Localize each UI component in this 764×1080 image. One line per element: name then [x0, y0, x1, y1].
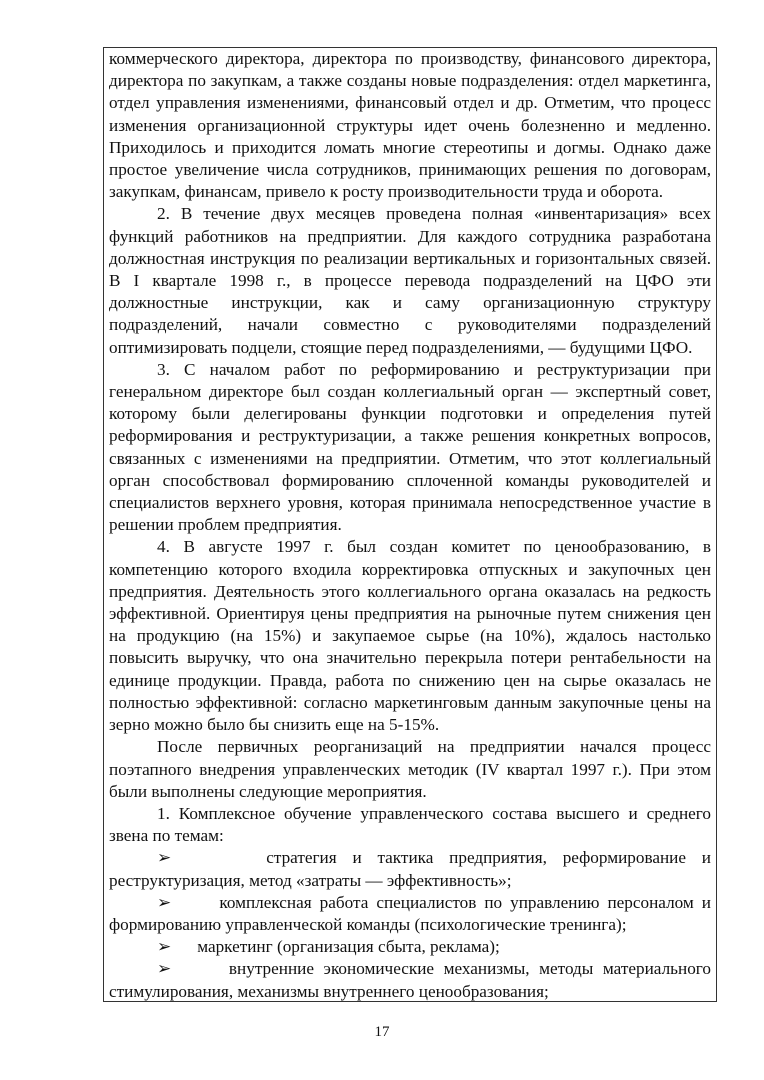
page-number: 17 [374, 1024, 390, 1040]
text-frame [103, 47, 717, 1002]
bullet-text: стратегия и тактика предприятия, реформирование и реструктуризация, метод «затраты — эффективность»; [109, 848, 712, 890]
bullet-item [109, 958, 711, 1002]
bullet-text: маркетинг (организация сбыта, реклама); [197, 937, 500, 957]
paragraph-training: 1. Комплексное обучение управленческого состава высшего и среднего звена по темам: [109, 803, 711, 846]
arrow-bullet-icon: ➢ [157, 848, 172, 868]
bullet-item [109, 936, 711, 958]
arrow-bullet-icon: ➢ [157, 959, 172, 979]
arrow-bullet-icon: ➢ [157, 892, 172, 912]
bullet-text: внутренние экономические механизмы, методы материального стимулирования, механизмы внутреннего ценообразования; [109, 959, 711, 1001]
bullet-item [109, 847, 711, 891]
paragraph-methods-intro: После первичных реорганизаций на предприятии начался процесс поэтапного внедрения управленческих методик (IV квартал 1997 г.). При этом были выполнены следующие мероприятия. [109, 737, 711, 801]
paragraph-item-4: 4. В августе 1997 г. был создан комитет по ценообразованию, в компетенцию которого входила корректировка отпускных и закупочных цен предприятия. Деятельность этого коллегиального органа оказалась на редкость эффективной. Ориентируя цены предприятия на рыночные путем снижения цен на продукцию (на 15%) и закупаемое сырье (на 10%), ждалось настолько повысить выручку, что она значительно перекрыла потери рентабельности на единице продукции. Правда, работа по снижению цен на сырье оказалась не полностью эффективной: согласно маркетинговым данным закупочные цены на зерно можно было бы снизить еще на 5-15%. [109, 537, 711, 735]
arrow-bullet-icon: ➢ [157, 937, 172, 957]
paragraph-item-3: 3. С началом работ по реформированию и реструктуризации при генеральном директоре был создан коллегиальный орган — экспертный совет, которому были делегированы функции подготовки и определения путей реформирования и реструктуризации, а также решения конкретных вопросов, связанных с изменениями на предприятии. Отметим, что этот коллегиальный орган способствовал формированию сплоченной команды руководителей и специалистов верхнего уровня, которая принимала непосредственное участие в решении проблем предприятия. [109, 359, 711, 535]
bullet-item [109, 892, 711, 936]
paragraph-continuation: коммерческого директора, директора по производству, финансового директора, директора по закупкам, а также созданы новые подразделения: отдел маркетинга, отдел управления изменениями, финансовый отдел и др. Отметим, что процесс изменения организационной структуры идет очень болезненно и медленно. Приходилось и приходится ломать многие стереотипы и догмы. Однако даже простое увеличение числа сотрудников, принимающих решения по договорам, закупкам, финансам, привело к росту производительности труда и оборота. [109, 49, 711, 202]
bullet-text: комплексная работа специалистов по управлению персоналом и формированию управленческой команды (психологические тренинга); [109, 892, 711, 934]
paragraph-item-2: 2. В течение двух месяцев проведена полная «инвентаризация» всех функций работников на предприятии. Для каждого сотрудника разработана должностная инструкция по реализации вертикальных и горизонтальных связей. В I квартале 1998 г., в процессе перевода подразделений на ЦФО эти должностные инструкции, как и саму организационную структуру подразделений, начали совместно с руководителями подразделений оптимизировать подцели, стоящие перед подразделениями, — будущими ЦФО. [109, 204, 711, 357]
